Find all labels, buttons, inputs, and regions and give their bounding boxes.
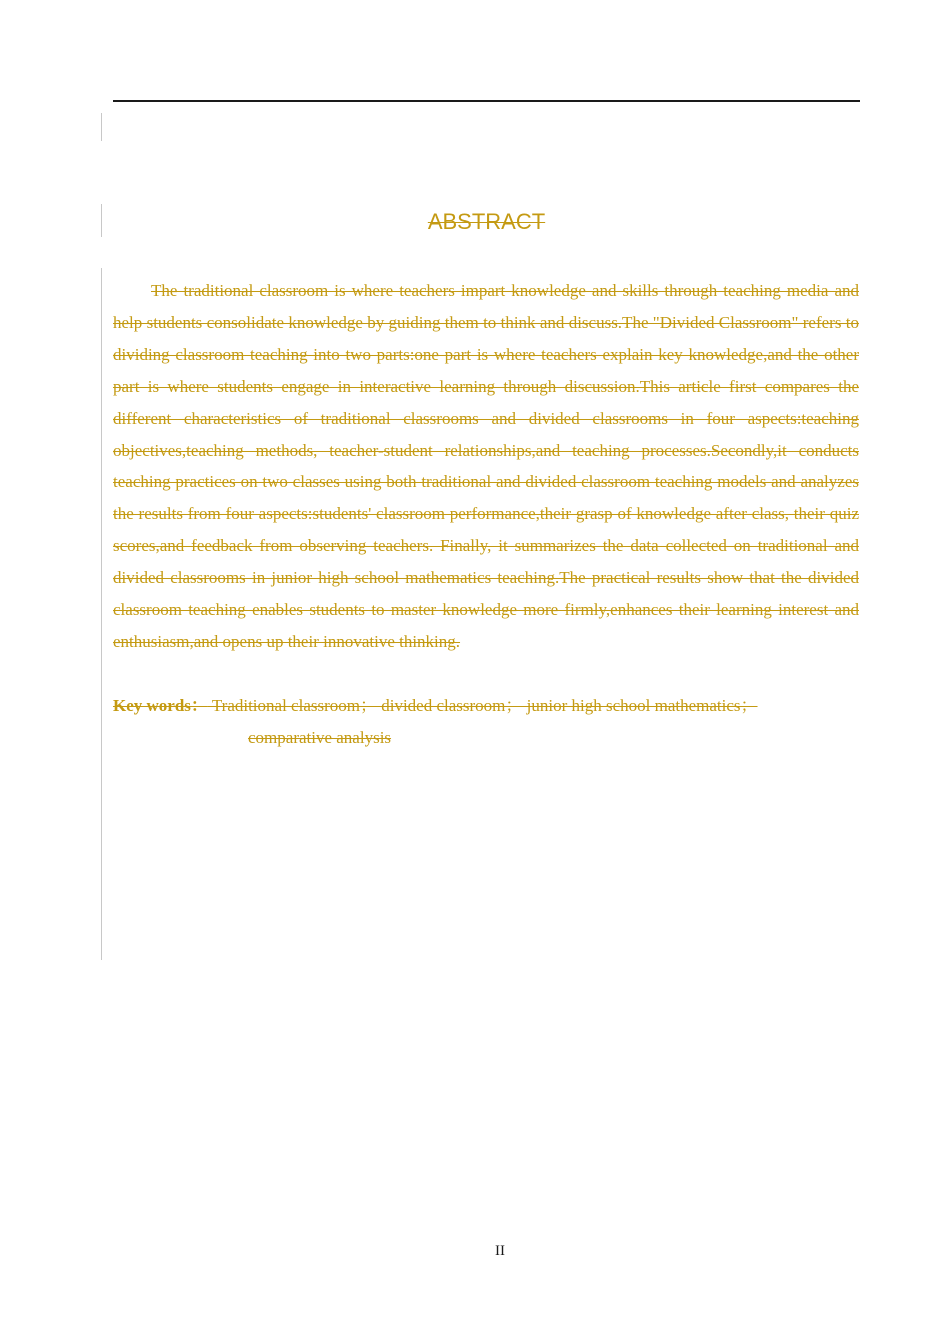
header-rule: [113, 100, 860, 102]
change-bar: [101, 268, 102, 960]
keywords-list: Traditional classroom； divided classroom； junior high school mathematics；: [207, 696, 758, 715]
abstract-paragraph: The traditional classroom is where teachers impart knowledge and skills through teaching media and help students consolidate knowledge by guiding them to think and discuss.The "Divided Classroom" refers to dividing classroom teaching into two parts:one part is where teachers explain key knowledge,and the other part is where students engage in interactive learning through discussion.This article first compares the different characteristics of traditional classrooms and divided classrooms in four aspects:teaching objectives,teaching methods, teacher-student relationships,and teaching processes.Secondly,it conducts teaching practices on two classes using both traditional and divided classroom teaching models and analyzes the results from four aspects:students' classroom performance,their grasp of knowledge after class, their quiz scores,and feedback from observing teachers. Finally, it summarizes the data collected on traditional and divided classrooms in junior high school mathematics teaching.The practical results show that the divided classroom teaching enables students to master knowledge more firmly,enhances their learning interest and enthusiasm,and opens up their innovative thinking.: [113, 281, 859, 651]
keywords-line-2: comparative analysis: [248, 727, 392, 747]
keywords-label: Key words：: [113, 696, 208, 715]
keywords-block: [113, 690, 859, 754]
page-number: II: [495, 1243, 505, 1259]
keywords-line-1: [113, 690, 859, 722]
change-bar: [101, 204, 102, 237]
change-bar: [101, 113, 102, 141]
abstract-title: ABSTRACT: [427, 209, 546, 234]
